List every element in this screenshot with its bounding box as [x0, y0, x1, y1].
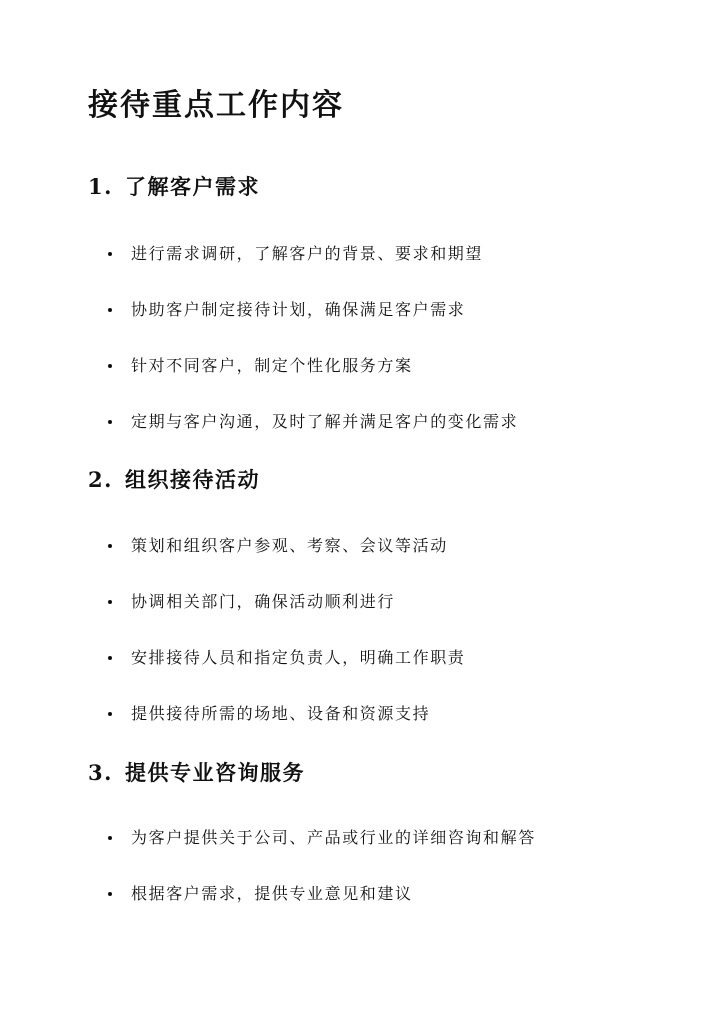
list-item: [108, 702, 430, 726]
list-item-text: 进行需求调研，了解客户的背景、要求和期望: [131, 244, 484, 263]
list-item-text: 针对不同客户，制定个性化服务方案: [131, 356, 413, 375]
bullet-icon: [108, 600, 112, 604]
section-number: 3.: [88, 760, 113, 785]
list-item: [108, 882, 413, 906]
section-number: 1.: [88, 174, 113, 199]
bullet-icon: [108, 364, 112, 368]
list-item-text: 策划和组织客户参观、考察、会议等活动: [131, 536, 448, 555]
list-item-text: 提供接待所需的场地、设备和资源支持: [131, 704, 431, 723]
list-item: [108, 590, 395, 614]
list-item: [108, 354, 413, 378]
bullet-icon: [108, 308, 112, 312]
list-item: [108, 242, 483, 266]
list-item-text: 协助客户制定接待计划，确保满足客户需求: [131, 300, 466, 319]
bullet-icon: [108, 892, 112, 896]
list-item-text: 为客户提供关于公司、产品或行业的详细咨询和解答: [131, 828, 536, 847]
section-heading-1: [88, 172, 260, 202]
list-item-text: 定期与客户沟通，及时了解并满足客户的变化需求: [131, 412, 519, 431]
section-heading-3: [88, 758, 305, 788]
section-title: 提供专业咨询服务: [125, 760, 305, 785]
section-heading-2: [88, 465, 260, 495]
list-item-text: 安排接待人员和指定负责人，明确工作职责: [131, 648, 466, 667]
section-title: 组织接待活动: [125, 467, 260, 492]
list-item: [108, 826, 536, 850]
list-item: [108, 646, 465, 670]
bullet-icon: [108, 420, 112, 424]
bullet-icon: [108, 656, 112, 660]
page-title: 接待重点工作内容: [88, 88, 344, 123]
bullet-icon: [108, 836, 112, 840]
list-item: [108, 298, 465, 322]
list-item: [108, 410, 518, 434]
section-number: 2.: [88, 467, 113, 492]
bullet-icon: [108, 544, 112, 548]
list-item: [108, 534, 448, 558]
list-item-text: 协调相关部门，确保活动顺利进行: [131, 592, 396, 611]
bullet-icon: [108, 252, 112, 256]
bullet-icon: [108, 712, 112, 716]
section-title: 了解客户需求: [125, 174, 260, 199]
list-item-text: 根据客户需求，提供专业意见和建议: [131, 884, 413, 903]
